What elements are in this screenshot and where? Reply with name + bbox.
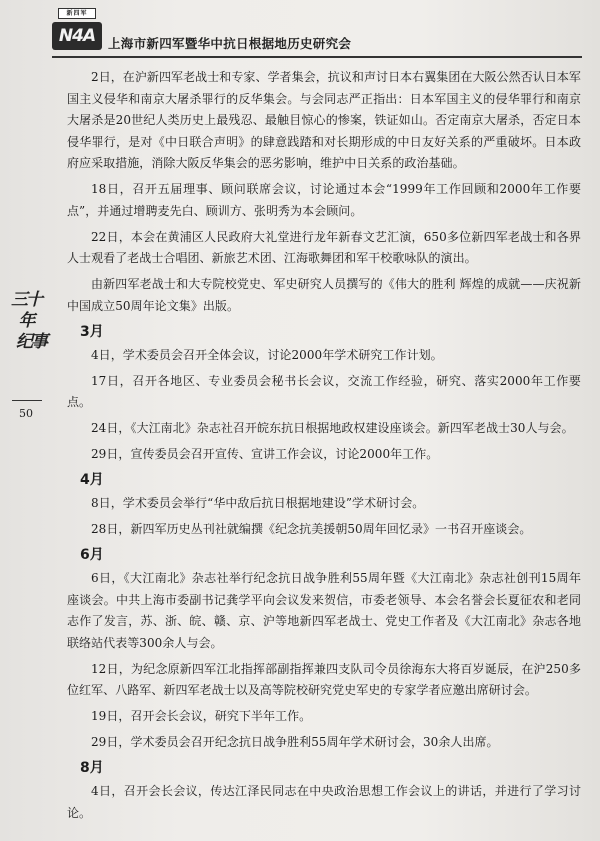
page-number: 50 bbox=[19, 407, 33, 420]
paragraph: 8日，学术委员会举行“华中敌后抗日根据地建设”学术研讨会。 bbox=[91, 496, 425, 510]
month-heading: 8月 bbox=[80, 760, 104, 776]
paragraph: 22日，本会在黄浦区人民政府大礼堂进行龙年新春文艺汇演，650多位新四军老战士和各界人士观看了老战士合唱团、新旅艺术团、江海歌舞团和军干校歌咏队的演出。 bbox=[67, 229, 581, 265]
margin-section-mark bbox=[4, 290, 48, 420]
page-header bbox=[46, 8, 566, 58]
n4a-logo: N4A bbox=[52, 22, 102, 50]
calligraphy-line-1: 三十年 bbox=[11, 290, 41, 331]
month-heading: 4月 bbox=[80, 472, 104, 488]
logo-caption: 新四军 bbox=[58, 8, 96, 19]
paragraph: 2日，在沪新四军老战士和专家、学者集会，抗议和声讨日本右翼集团在大阪公然否认日本军国主义侵华和南京大屠杀罪行的反华集会。与会同志严正指出：日本军国主义的侵华罪行和南京大屠杀是20世纪人类历史上最残忍、最触目惊心的惨案，铁证如山。否定南京大屠杀，否定日本侵华罪行，是对《中日联合声明》的肆意践踏和对长期形成的中日友好关系的严重破坏。日本政府应采取措施，消除大阪反华集会的恶劣影响，维护中日关系的政治基础。 bbox=[67, 70, 581, 170]
paragraph: 19日，召开会长会议，研究下半年工作。 bbox=[91, 709, 312, 723]
month-heading: 6月 bbox=[80, 547, 104, 563]
paragraph: 4日，召开会长会议，传达江泽民同志在中央政治思想工作会议上的讲话，并进行了学习讨论。 bbox=[67, 784, 581, 820]
paragraph: 24日，《大江南北》杂志社召开皖东抗日根据地政权建设座谈会。新四军老战士30人与会。 bbox=[91, 421, 574, 435]
paragraph: 29日，宣传委员会召开宣传、宣讲工作会议，讨论2000年工作。 bbox=[91, 447, 439, 461]
calligraphy-title bbox=[4, 290, 48, 353]
calligraphy-line-2: 纪事 bbox=[16, 332, 46, 352]
paragraph: 17日，召开各地区、专业委员会秘书长会议，交流工作经验，研究、落实2000年工作要点。 bbox=[67, 373, 581, 409]
paragraph: 29日，学术委员会召开纪念抗日战争胜利55周年学术研讨会，30余人出席。 bbox=[91, 735, 499, 749]
paragraph: 12日，为纪念原新四军江北指挥部副指挥兼四支队司令员徐海东大将百岁诞辰，在沪250多位红军、八路军、新四军老战士以及高等院校研究党史军史的专家学者应邀出席研讨会。 bbox=[67, 661, 581, 697]
month-heading: 3月 bbox=[80, 323, 104, 340]
paragraph: 18日，召开五届理事、顾问联席会议，讨论通过本会“1999年工作回顾和2000年工作要点”，并通过增聘麦先白、顾训方、张明秀为本会顾问。 bbox=[67, 182, 581, 218]
margin-divider bbox=[12, 400, 42, 401]
paragraph: 28日，新四军历史丛刊社就编撰《纪念抗美援朝50周年回忆录》一书召开座谈会。 bbox=[91, 522, 532, 536]
header-divider bbox=[52, 56, 582, 58]
organization-title: 上海市新四军暨华中抗日根据地历史研究会 bbox=[108, 36, 352, 51]
paragraph: 6日，《大江南北》杂志社举行纪念抗日战争胜利55周年暨《大江南北》杂志社创刊15周年座谈会。中共上海市委副书记龚学平向会议发来贺信，市委老领导、本会名誉会长夏征农和老同志作了发言，苏、浙、皖、赣、京、沪等地新四军老战士、党史工作者及《大江南北》杂志各地联络站代表等300余人与会。 bbox=[67, 571, 581, 650]
paragraph: 由新四军老战士和大专院校党史、军史研究人员撰写的《伟大的胜利 辉煌的成就——庆祝新中国成立50周年论文集》出版。 bbox=[67, 277, 581, 313]
paragraph: 4日，学术委员会召开全体会议，讨论2000年学术研究工作计划。 bbox=[91, 347, 443, 362]
body-text bbox=[67, 67, 581, 829]
